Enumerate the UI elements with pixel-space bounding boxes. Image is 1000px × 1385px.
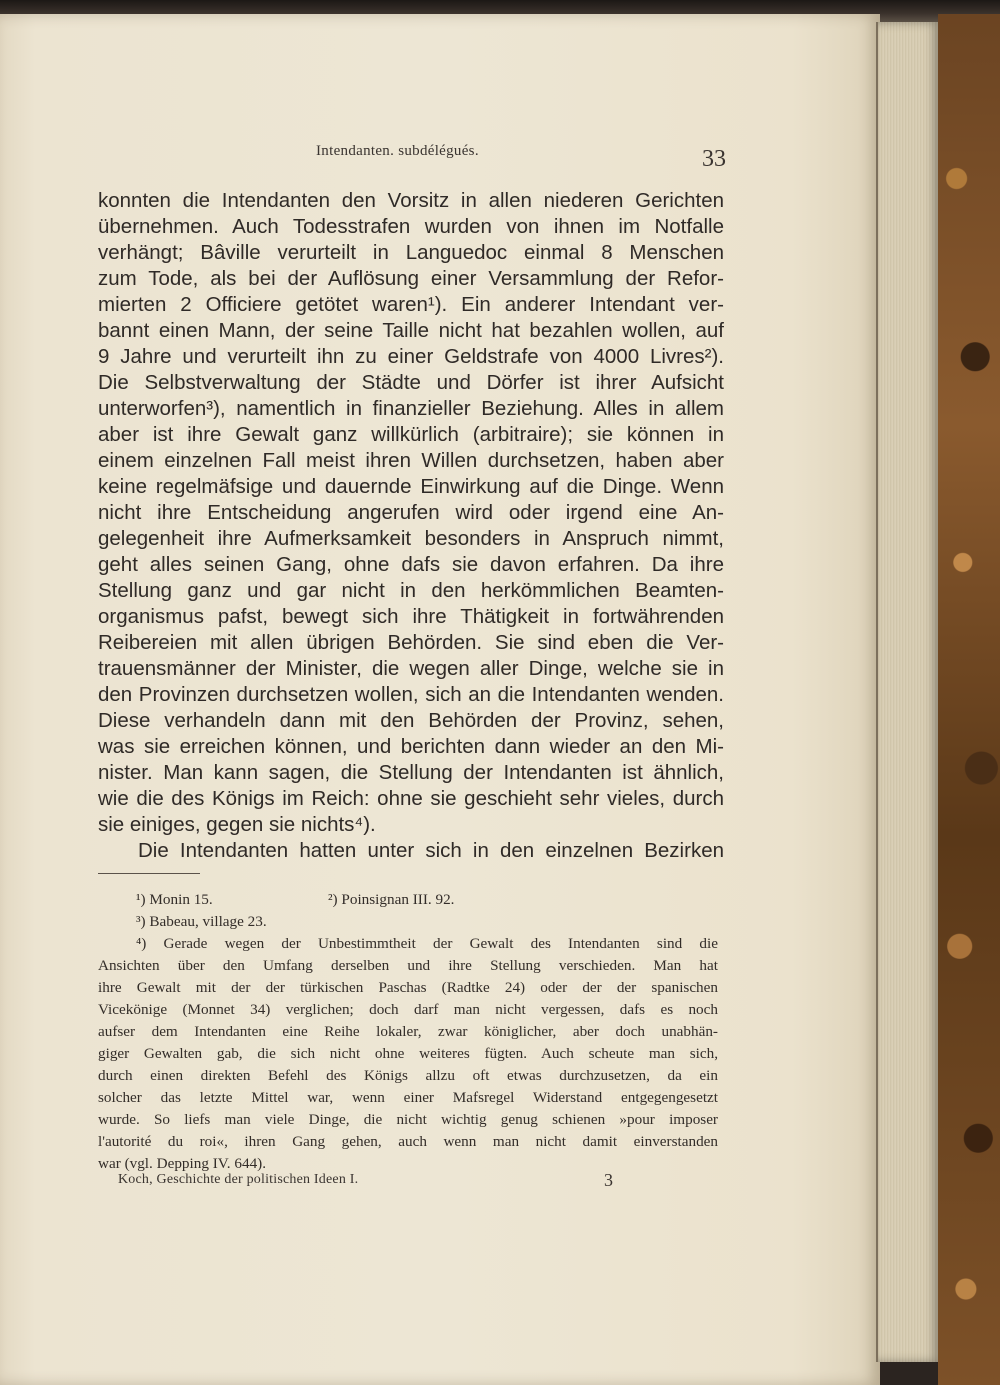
footnote-4-line: solcher das letzte Mittel war, wenn einer Mafsregel Widerstand entgegengesetzt <box>98 1089 718 1106</box>
body-line: geht alles seinen Gang, ohne dafs sie davon erfahren. Da ihre <box>98 553 724 576</box>
body-line: Diese verhandeln dann mit den Behörden der Provinz, sehen, <box>98 709 724 732</box>
body-line: Stellung ganz und gar nicht in den herkömmlichen Beamten- <box>98 579 724 602</box>
footnote-4-line: wurde. So liefs man viele Dinge, die nicht wichtig genug schienen »pour imposer <box>98 1111 718 1128</box>
body-line: nicht ihre Entscheidung angerufen wird oder irgend eine An- <box>98 501 724 524</box>
running-head: Intendanten. subdélégués. <box>316 143 479 159</box>
body-line: einem einzelnen Fall meist ihren Willen durchsetzen, haben aber <box>98 449 724 472</box>
page-number: 33 <box>702 146 726 172</box>
footnote-4-line: Ansichten über den Umfang derselben und ihre Stellung verschieden. Man hat <box>98 957 718 974</box>
footnote-2: ²) Poinsignan III. 92. <box>328 891 455 908</box>
footnote-4-line: giger Gewalten gab, die sich nicht ohne weiteres fügten. Auch scheute man sich, <box>98 1045 718 1062</box>
footnote-4-line: Vicekönige (Monnet 34) verglichen; doch darf man nicht vergessen, dafs es noch <box>98 1001 718 1018</box>
body-line: wie die des Königs im Reich: ohne sie geschieht sehr vieles, durch <box>98 787 724 810</box>
page-edges <box>876 22 940 1362</box>
body-line: gelegenheit ihre Aufmerksamkeit besonders in Anspruch nimmt, <box>98 527 724 550</box>
body-line: organismus pafst, bewegt sich ihre Thätigkeit in fortwährenden <box>98 605 724 628</box>
footnote-4-line: durch einen direkten Befehl des Königs allzu oft etwas durchzusetzen, da ein <box>98 1067 718 1084</box>
body-line: konnten die Intendanten den Vorsitz in allen niederen Gerichten <box>98 189 724 212</box>
signature-number: 3 <box>604 1170 613 1190</box>
body-line: zum Tode, als bei der Auflösung einer Versammlung der Refor- <box>98 267 724 290</box>
body-line: Die Intendanten hatten unter sich in den einzelnen Bezirken <box>138 839 724 862</box>
printer-signature: Koch, Geschichte der politischen Ideen I. <box>118 1172 359 1187</box>
body-line: verhängt; Bâville verurteilt in Languedoc einmal 8 Menschen <box>98 241 724 264</box>
footnote-rule <box>98 873 200 874</box>
body-line: sie einiges, gegen sie nichts⁴). <box>98 813 376 836</box>
body-line: übernehmen. Auch Todesstrafen wurden von ihnen im Notfalle <box>98 215 724 238</box>
marbled-cover <box>938 14 1000 1385</box>
body-line: nister. Man kann sagen, die Stellung der Intendanten ist ähnlich, <box>98 761 724 784</box>
footnote-4-line: ⁴) Gerade wegen der Unbestimmtheit der Gewalt des Intendanten sind die <box>136 935 718 952</box>
footnote-4-line: aufser dem Intendanten eine Reihe lokaler, zwar königlicher, aber doch unabhän- <box>98 1023 718 1040</box>
body-line: den Provinzen durchsetzen wollen, sich an die Intendanten wenden. <box>98 683 724 706</box>
body-line: Reibereien mit allen übrigen Behörden. Sie sind eben die Ver- <box>98 631 724 654</box>
footnote-4-line: l'autorité du roi«, ihren Gang gehen, auch wenn man nicht damit einverstanden <box>98 1133 718 1150</box>
body-line: bannt einen Mann, der seine Taille nicht hat bezahlen wollen, auf <box>98 319 724 342</box>
footnote-4-line: war (vgl. Depping IV. 644). <box>98 1155 267 1172</box>
body-line: keine regelmäfsige und dauernde Einwirkung auf die Dinge. Wenn <box>98 475 724 498</box>
body-line: unterworfen³), namentlich in finanzieller Beziehung. Alles in allem <box>98 397 724 420</box>
body-line: trauensmänner der Minister, die wegen aller Dinge, welche sie in <box>98 657 724 680</box>
body-line: aber ist ihre Gewalt ganz willkürlich (arbitraire); sie können in <box>98 423 724 446</box>
body-line: Die Selbstverwaltung der Städte und Dörfer ist ihrer Aufsicht <box>98 371 724 394</box>
body-line: was sie erreichen können, und berichten dann wieder an den Mi- <box>98 735 724 758</box>
footnote-1: ¹) Monin 15. <box>136 891 213 908</box>
footnote-3: ³) Babeau, village 23. <box>136 913 267 930</box>
body-line: 9 Jahre und verurteilt ihn zu einer Geldstrafe von 4000 Livres²). <box>98 345 724 368</box>
footnote-4-line: ihre Gewalt mit der der türkischen Paschas (Radtke 24) oder der der spanischen <box>98 979 718 996</box>
body-line: mierten 2 Officiere getötet waren¹). Ein anderer Intendant ver- <box>98 293 724 316</box>
